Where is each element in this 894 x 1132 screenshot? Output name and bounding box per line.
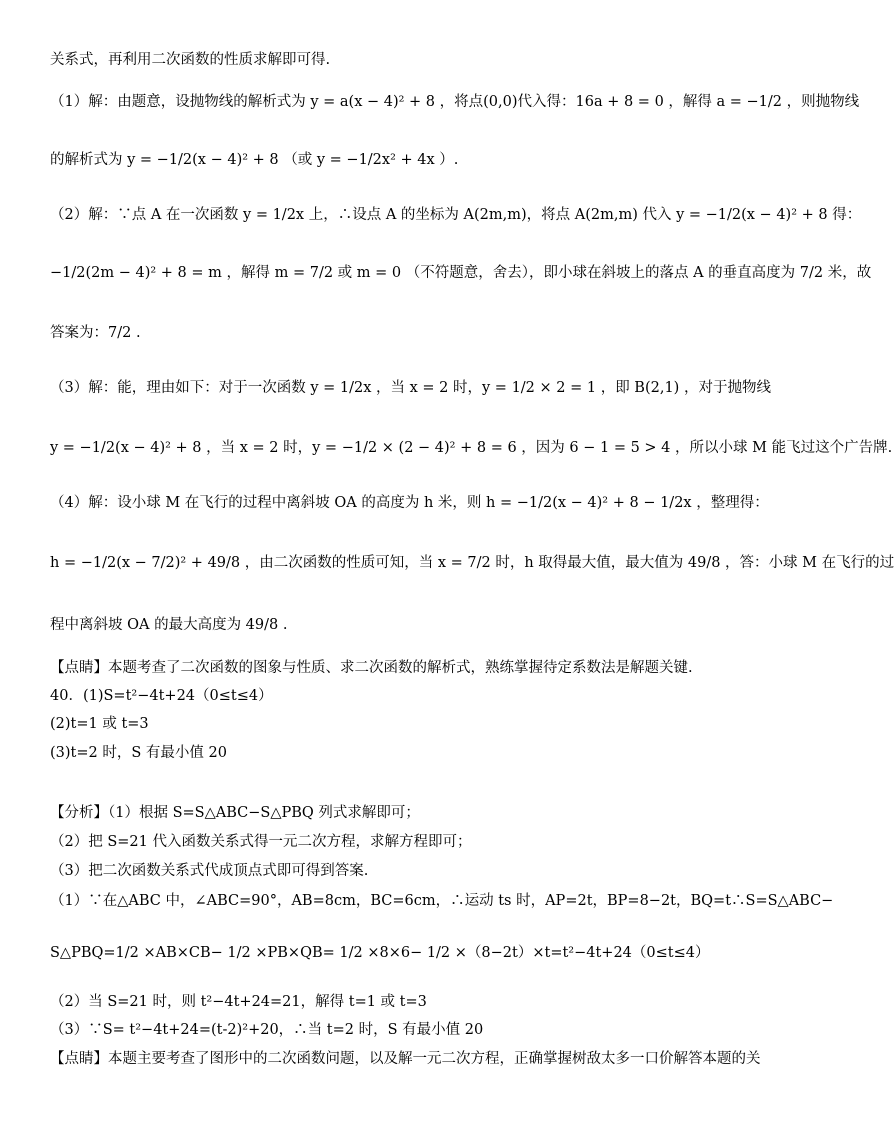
analysis-step-3: （3）把二次函数关系式代成顶点式即可得到答案. (50, 863, 369, 879)
solution-line-3: （2）当 S=21 时，则 t²−4t+24=21，解得 t=1 或 t=3 (50, 994, 427, 1010)
answer-40-part-1: 40．(1)S=t²−4t+24（0≤t≤4） (50, 688, 273, 704)
solution-line-1: （1）∵在△ABC 中，∠ABC=90°，AB=8cm，BC=6cm，∴运动 ts 时，AP=2t，BP=8−2t，BQ=t∴S=S△ABC− (50, 893, 834, 909)
text-line-9: （4）解：设小球 M 在飞行的过程中离斜坡 OA 的高度为 h 米，则 h = −1/2(x − 4)² + 8 − 1/2x ，整理得： (50, 495, 769, 511)
text-line-3: 的解析式为 y = −1/2(x − 4)² + 8 （或 y = −1/2x² + 4x ）. (50, 152, 459, 168)
solution-line-4: （3）∵S= t²−4t+24=(t-2)²+20，∴当 t=2 时，S 有最小值 20 (50, 1022, 484, 1038)
solution-line-2: S△PBQ=1/2 ×AB×CB− 1/2 ×PB×QB= 1/2 ×8×6− 1/2 ×（8−2t）×t=t²−4t+24（0≤t≤4） (50, 945, 710, 961)
text-line-1: 关系式，再利用二次函数的性质求解即可得. (50, 52, 331, 68)
answer-40-part-2: (2)t=1 或 t=3 (50, 716, 149, 732)
text-line-10: h = −1/2(x − 7/2)² + 49/8 ，由二次函数的性质可知，当 x = 7/2 时，h 取得最大值，最大值为 49/8 ，答：小球 M 在飞行的过 (50, 555, 894, 571)
text-line-4: （2）解：∵点 A 在一次函数 y = 1/2x 上，∴设点 A 的坐标为 A(2m,m)，将点 A(2m,m) 代入 y = −1/2(x − 4)² + 8 得： (50, 207, 862, 223)
analysis-heading: 【分析】（1）根据 S=S△ABC−S△PBQ 列式求解即可； (50, 805, 420, 821)
tip-paragraph-2: 【点睛】本题主要考查了图形中的二次函数问题，以及解一元二次方程，正确掌握树敌太多一口价解答本题的关 (50, 1051, 761, 1067)
text-line-2: （1）解：由题意，设抛物线的解析式为 y = a(x − 4)² + 8 ，将点(0,0)代入得：16a + 8 = 0 ，解得 a = −1/2 ，则抛物线 (50, 94, 860, 110)
answer-40-part-3: (3)t=2 时，S 有最小值 20 (50, 745, 227, 761)
text-line-7: （3）解：能，理由如下：对于一次函数 y = 1/2x ，当 x = 2 时，y = 1/2 × 2 = 1 ，即 B(2,1) ，对于抛物线 (50, 380, 771, 396)
text-line-5: −1/2(2m − 4)² + 8 = m ，解得 m = 7/2 或 m = 0 （不符题意，舍去），即小球在斜坡上的落点 A 的垂直高度为 7/2 米，故 (50, 265, 872, 281)
text-line-6: 答案为：7/2 . (50, 325, 141, 341)
tip-paragraph-1: 【点睛】本题考查了二次函数的图象与性质、求二次函数的解析式，熟练掌握待定系数法是解题关键. (50, 660, 693, 676)
analysis-step-2: （2）把 S=21 代入函数关系式得一元二次方程，求解方程即可； (50, 834, 472, 850)
text-line-11: 程中离斜坡 OA 的最大高度为 49/8 . (50, 617, 288, 633)
text-line-8: y = −1/2(x − 4)² + 8 ，当 x = 2 时，y = −1/2 × (2 − 4)² + 8 = 6 ，因为 6 − 1 = 5 > 4 ，所以小球 M 能飞过这个广告牌. (50, 440, 893, 456)
